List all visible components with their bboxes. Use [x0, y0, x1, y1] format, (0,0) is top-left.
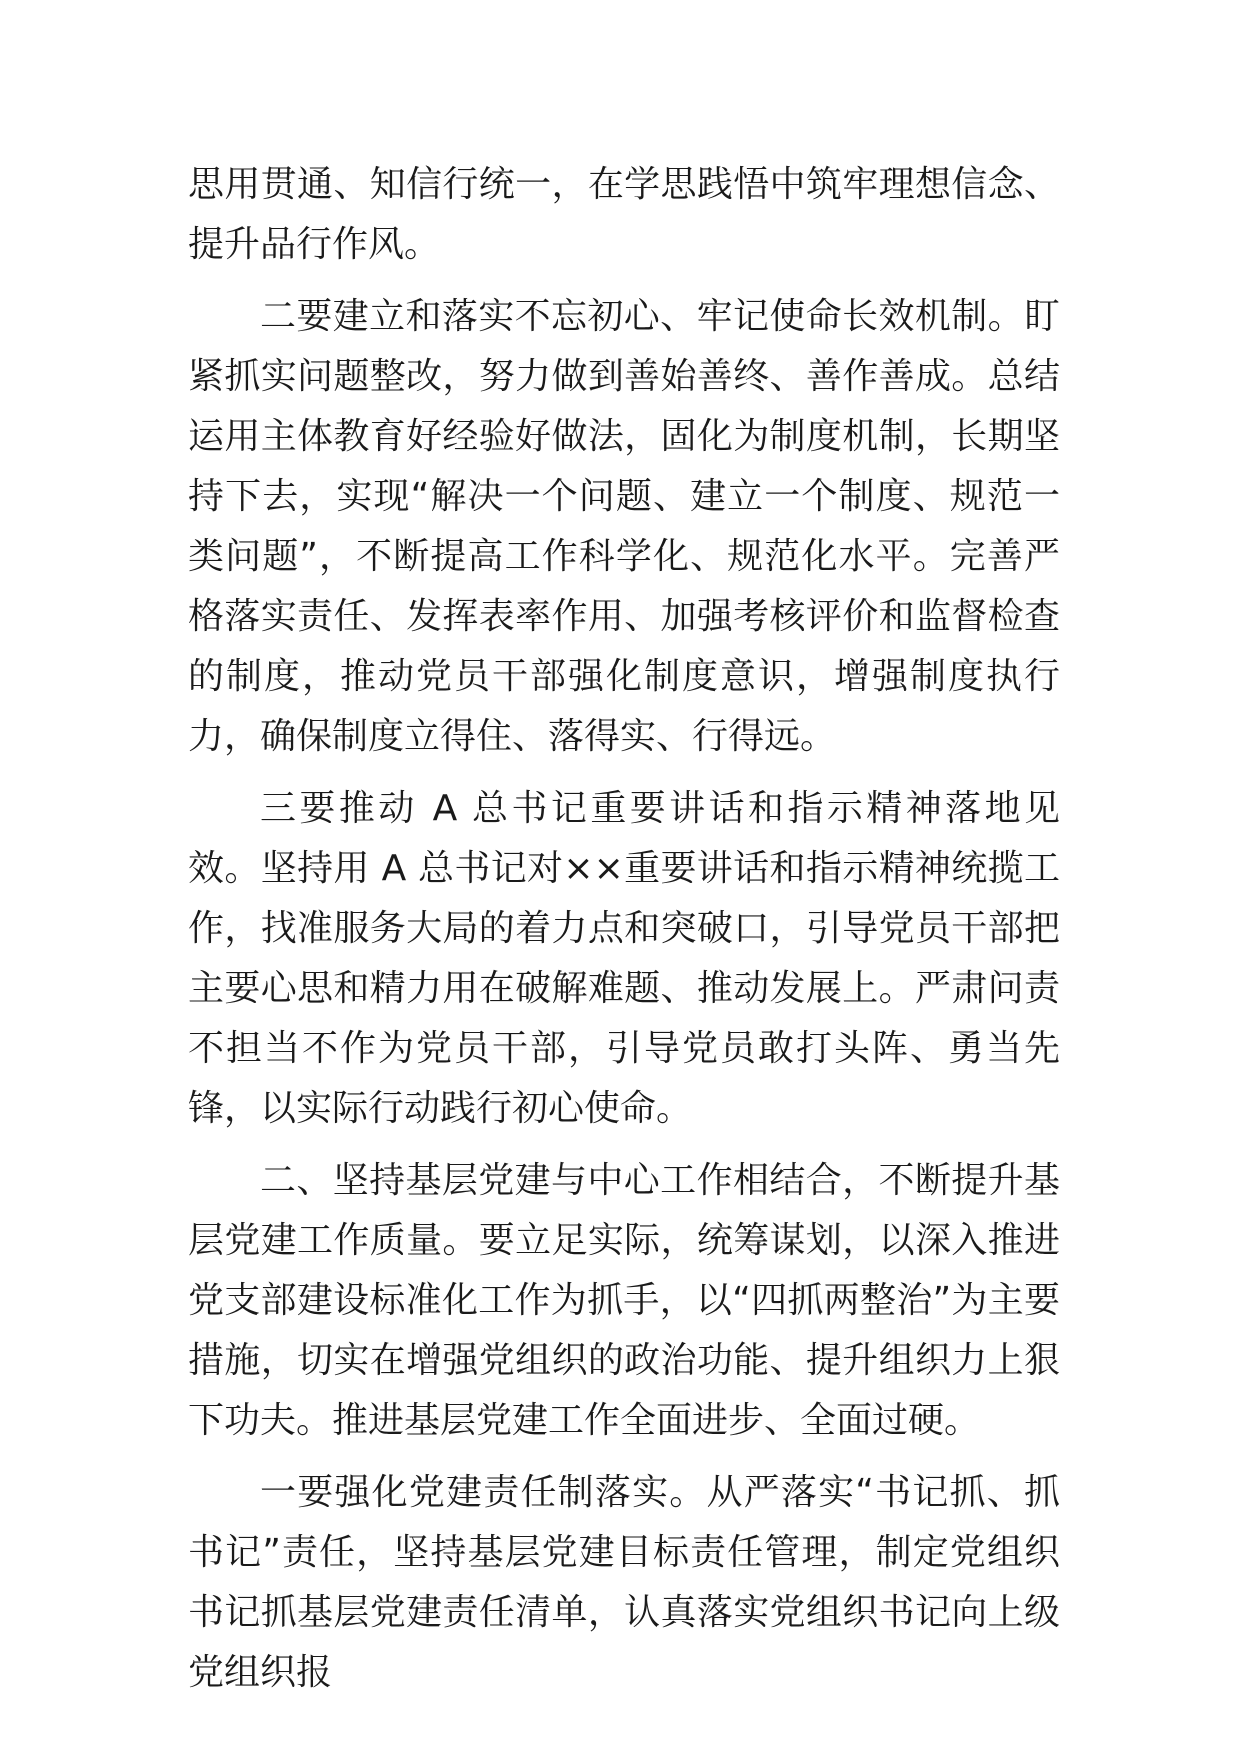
paragraph-responsibility-system: 一要强化党建责任制落实。从严落实“书记抓、抓书记”责任，坚持基层党建目标责任管理，制定党组织书记抓基层党建责任清单，认真落实党组织书记向上级党组织报 [188, 1472, 1060, 1693]
paragraph-speech-implementation: 三要推动 A 总书记重要讲话和指示精神落地见效。坚持用 A 总书记对××重要讲话和指示精神统揽工作，找准服务大局的着力点和突破口，引导党员干部把主要心思和精力用在破解难题、推动发展上。严肃问责不担当不作为党员干部，引导党员敢打头阵、勇当先锋，以实际行动践行初心使命。 [188, 788, 1060, 1129]
paragraph-section-heading-two: 二、坚持基层党建与中心工作相结合，不断提升基层党建工作质量。要立足实际，统筹谋划，以深入推进党支部建设标准化工作为抓手，以“四抓两整治”为主要措施，切实在增强党组织的政治功能、提升组织力上狠下功夫。推进基层党建工作全面进步、全面过硬。 [188, 1160, 1060, 1441]
document-body [188, 155, 1060, 1715]
paragraph-long-term-mechanism: 二要建立和落实不忘初心、牢记使命长效机制。盯紧抓实问题整改，努力做到善始善终、善作善成。总结运用主体教育好经验好做法，固化为制度机制，长期坚持下去，实现“解决一个问题、建立一个制度、规范一类问题”，不断提高工作科学化、规范化水平。完善严格落实责任、发挥表率作用、加强考核评价和监督检查的制度，推动党员干部强化制度意识，增强制度执行力，确保制度立得住、落得实、行得远。 [188, 296, 1060, 757]
paragraph-continuation: 思用贯通、知信行统一，在学思践悟中筑牢理想信念、提升品行作风。 [188, 164, 1060, 265]
